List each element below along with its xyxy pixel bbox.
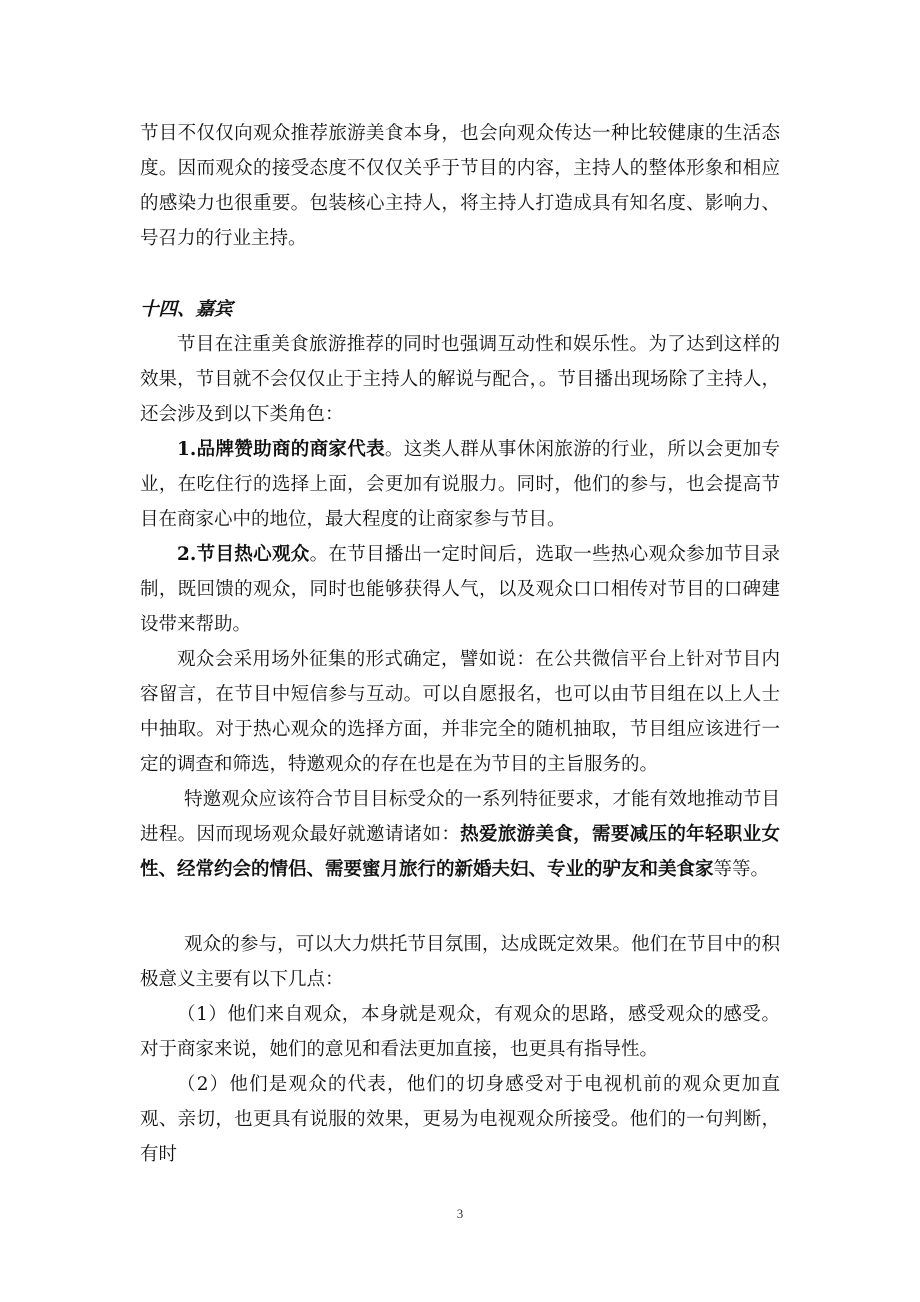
paragraph-3-end: 等等。: [713, 859, 770, 880]
section-paragraph-1: 节目在注重美食旅游推荐的同时也强调互动性和娱乐性。为了达到这样的效果，节目就不会仅仅止于主持人的解说与配合，。节目播出现场除了主持人，还会涉及到以下类角色：: [140, 334, 780, 425]
list-item-sponsor-title: 1.品牌赞助商的商家代表: [177, 439, 385, 460]
list-item-audience-title: 2.节目热心观众: [177, 544, 310, 565]
list-item-sponsor: [140, 432, 780, 537]
section-paragraph-2: 观众会采用场外征集的形式确定，譬如说：在公共微信平台上针对节目内容留言，在节目中短信参与互动。可以自愿报名，也可以由节目组在以上人士中抽取。对于热心观众的选择方面，并非完全的随机抽取，节目组应该进行一定的调查和筛选，特邀观众的存在也是在为节目的主旨服务的。: [140, 649, 780, 775]
section-heading: 十四、嘉宾: [140, 299, 233, 320]
paragraph-3-start: 特邀观众应该符合节目目标受众的一系列特征要求，才能有效地推动节目进程。因而现场观众最好就邀请诸如：: [140, 789, 780, 845]
point-1: （1）他们来自观众，本身就是观众，有观众的思路，感受观众的感受。对于商家来说，她们的意见和看法更加直接，也更具有指导性。: [140, 1004, 780, 1060]
list-item-sponsor-text: 。这类人群从事休闲旅游的行业，所以会更加专业，在吃住行的选择上面，会更加有说服力。同时，他们的参与，也会提高节目在商家心中的地位，最大程度的让商家参与节目。: [140, 439, 780, 530]
list-item-audience: [140, 537, 780, 642]
intro-paragraph: 节目不仅仅向观众推荐旅游美食本身，也会向观众传达一种比较健康的生活态度。因而观众的接受态度不仅仅关乎于节目的内容，主持人的整体形象和相应的感染力也很重要。包装核心主持人，将主持人打造成具有知名度、影响力、号召力的行业主持。: [140, 123, 780, 249]
point-2: （2）他们是观众的代表，他们的切身感受对于电视机前的观众更加直观、亲切，也更具有说服的效果，更易为电视观众所接受。他们的一句判断，有时: [140, 1074, 780, 1165]
page-number: 3: [456, 1206, 464, 1221]
section-paragraph-4: 观众的参与，可以大力烘托节目氛围，达成既定效果。他们在节目中的积极意义主要有以下几点：: [140, 934, 780, 990]
document-body: [140, 116, 780, 1172]
section-paragraph-3: [140, 782, 780, 887]
list-item-audience-text: 。在节目播出一定时间后，选取一些热心观众参加节目录制，既回馈的观众，同时也能够获得人气，以及观众口口相传对节目的口碑建设带来帮助。: [140, 544, 780, 635]
paragraph-3-bold: 热爱旅游美食，需要减压的年轻职业女性、经常约会的情侣、需要蜜月旅行的新婚夫妇、专业的驴友和美食家: [140, 824, 780, 880]
